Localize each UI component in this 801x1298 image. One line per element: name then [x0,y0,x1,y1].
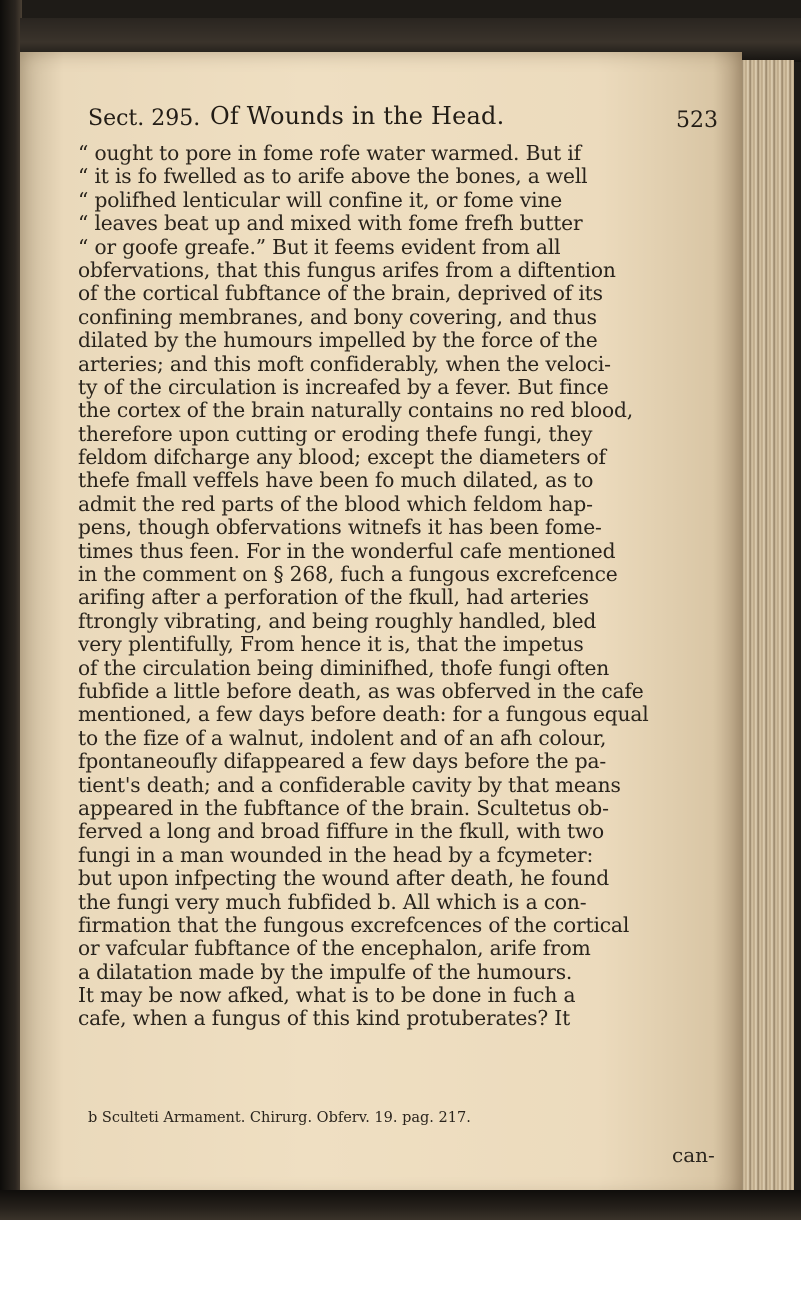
text-line: the cortex of the brain naturally contains no red blood, [78,399,634,423]
text-line: feldom difcharge any blood; except the diameters of [78,446,606,470]
text-line: times thus feen. For in the wonderful cafe mentioned [78,539,616,563]
text-line: a dilatation made by the impulfe of the humours. [78,960,573,984]
text-line: of the circulation being diminifhed, thofe fungi often [78,656,610,680]
text-line: the fungi very much fubfided b. All which is a con- [78,890,587,914]
text-line: arteries; and this moft confiderably, when the veloci- [78,352,611,376]
text-line: ty of the circulation is increafed by a fever. But fince [78,375,609,399]
running-title: Of Wounds in the Head. [210,102,505,130]
running-header [88,102,718,142]
text-line: in the comment on § 268, fuch a fungous excrefcence [78,563,618,587]
text-line: thefe fmall veffels have been fo much dilated, as to [78,469,594,493]
text-line: arifing after a perforation of the fkull, had arteries [78,586,589,610]
text-line: “ leaves beat up and mixed with fome frefh butter [78,212,583,236]
text-line: “ polifhed lenticular will confine it, or fome vine [78,188,563,212]
text-line: admit the red parts of the blood which feldom hap- [78,492,593,516]
footnote: b Sculteti Armament. Chirurg. Obferv. 19. pag. 217. [88,1110,471,1126]
text-line: It may be now afked, what is to be done in fuch a [78,984,576,1008]
text-line: very plentifully, From hence it is, that the impetus [78,633,584,657]
text-line: fpontaneoufly difappeared a few days before the pa- [78,750,607,774]
text-line: firmation that the fungous excrefcences of the cortical [78,913,630,937]
text-line: fungi in a man wounded in the head by a fcymeter: [78,843,594,867]
text-line: therefore upon cutting or eroding thefe fungi, they [78,422,593,446]
text-line: to the fize of a walnut, indolent and of an afh colour, [78,726,607,750]
book-bottom-edge [0,1190,801,1220]
text-line: of the cortical fubftance of the brain, deprived of its [78,282,603,306]
text-line: ferved a long and broad fiffure in the fkull, with two [78,820,605,844]
page-number: 523 [676,108,718,133]
text-line: confining membranes, and bony covering, and thus [78,305,597,329]
text-line: appeared in the fubftance of the brain. Scultetus ob- [78,796,609,820]
text-line: “ or goofe greafe.” But it feems evident from all [78,235,561,259]
text-line: “ it is fo fwelled as to arife above the bones, a well [78,165,588,189]
text-line: ftrongly vibrating, and being roughly handled, bled [78,609,597,633]
text-line: cafe, when a fungus of this kind protuberates? It [78,1007,571,1031]
text-line: pens, though obfervations witnefs it has been fome- [78,516,602,540]
text-line: fubfide a little before death, as was obferved in the cafe [78,679,644,703]
catchword: can- [672,1143,715,1167]
section-number: Sect. 295. [88,106,201,131]
text-line: obfervations, that this fungus arifes from a diftention [78,258,616,282]
text-line: mentioned, a few days before death: for a fungous equal [78,703,649,727]
text-line: “ ought to pore in fome rofe water warmed. But if [78,142,581,165]
text-line: or vafcular fubftance of the encephalon, arife from [78,937,591,961]
text-line: tient's death; and a confiderable cavity by that means [78,773,621,797]
page-edges [742,60,794,1190]
text-line: dilated by the humours impelled by the force of the [78,329,598,353]
text-line: but upon infpecting the wound after death, he found [78,867,609,891]
book-binding-left [0,0,22,1220]
body-text [78,142,738,1031]
